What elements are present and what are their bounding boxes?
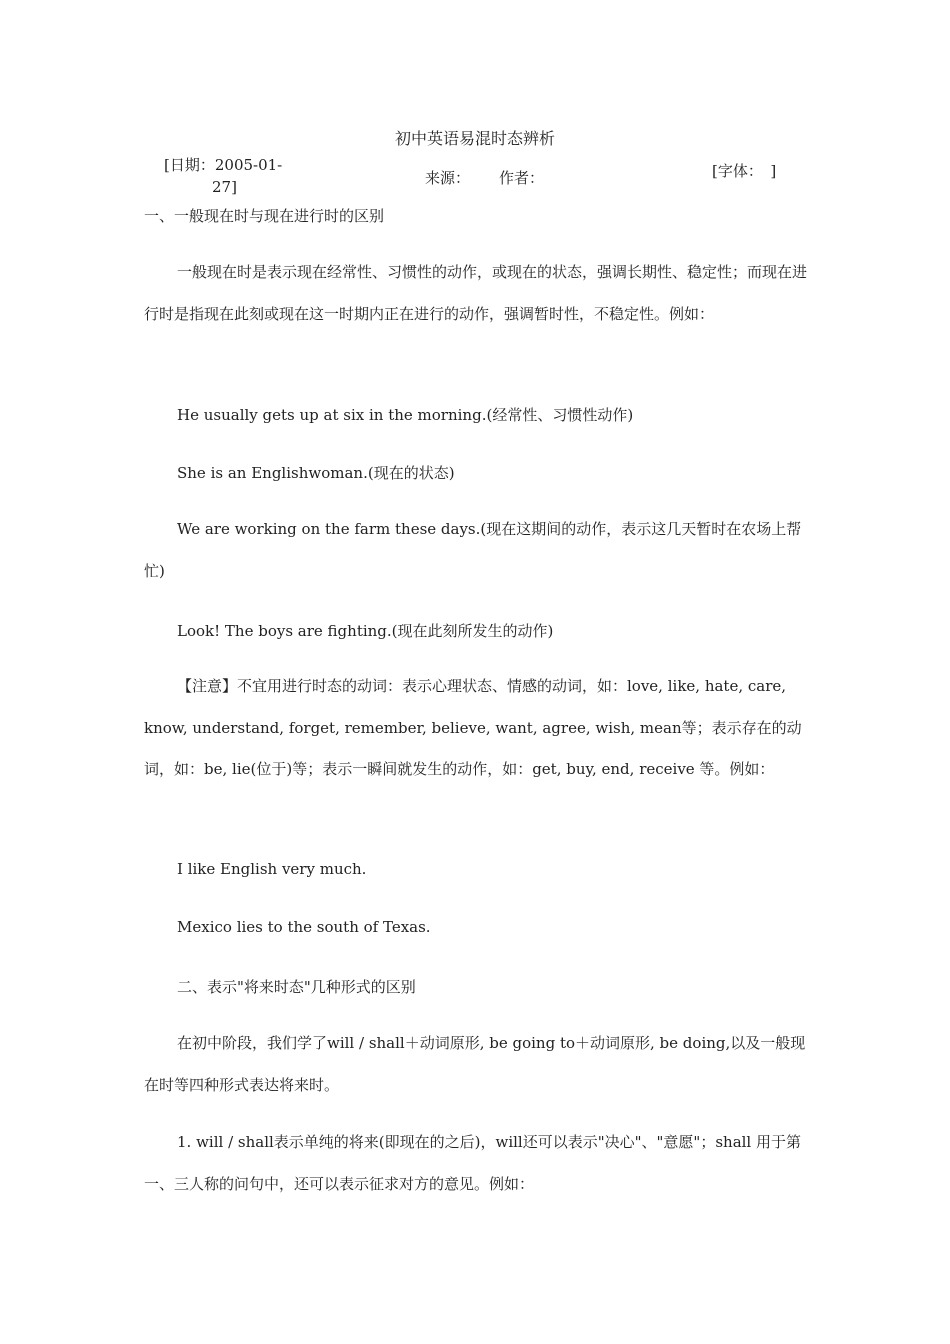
example-line-wrapped: We are working on the farm these days.(现在这期间的动作，表示这几天暂时在农场上帮忙) xyxy=(144,520,802,580)
document-title: 初中英语易混时态辨析 xyxy=(394,129,555,148)
date-label-continued: 27] xyxy=(212,178,237,196)
source-label: 来源： xyxy=(425,169,471,187)
author-label: 作者： xyxy=(499,169,545,187)
font-size-control[interactable]: [字体： ] xyxy=(712,162,777,180)
section2-heading: 二、表示"将来时态"几种形式的区别 xyxy=(177,978,416,996)
section1-intro-paragraph: 一般现在时是表示现在经常性、习惯性的动作，或现在的状态，强调长期性、稳定性；而现在进行时是指现在此刻或现在这一时期内正在进行的动作，强调暂时性，不稳定性。例如： xyxy=(144,263,808,323)
date-label: [日期：2005-01- xyxy=(164,156,283,174)
example-line: She is an Englishwoman.(现在的状态) xyxy=(177,464,455,482)
note-paragraph: 【注意】不宜用进行时态的动词：表示心理状态、情感的动词，如：love, like, hate, care, know, understand, forget, remember, believe, want, agree, wish, mean等；表示存在的动词，如：be, lie(位于)等；表示一瞬间就发生的动作，如：get, buy, end, receive 等。例如： xyxy=(144,677,802,778)
section2-intro-paragraph: 在初中阶段，我们学了will / shall＋动词原形, be going to＋动词原形, be doing,以及一般现在时等四种形式表达将来时。 xyxy=(144,1034,806,1094)
note-example-line: I like English very much. xyxy=(177,860,367,878)
example-line: He usually gets up at six in the morning.(经常性、习惯性动作) xyxy=(177,406,634,424)
section1-heading: 一、一般现在时与现在进行时的区别 xyxy=(144,207,385,225)
section2-point1-paragraph: 1. will / shall表示单纯的将来(即现在的之后)，will还可以表示"决心"、"意愿"；shall 用于第一、三人称的问句中，还可以表示征求对方的意见。例如： xyxy=(144,1133,801,1193)
note-example-line: Mexico lies to the south of Texas. xyxy=(177,918,431,936)
example-line: Look! The boys are fighting.(现在此刻所发生的动作) xyxy=(177,622,554,640)
